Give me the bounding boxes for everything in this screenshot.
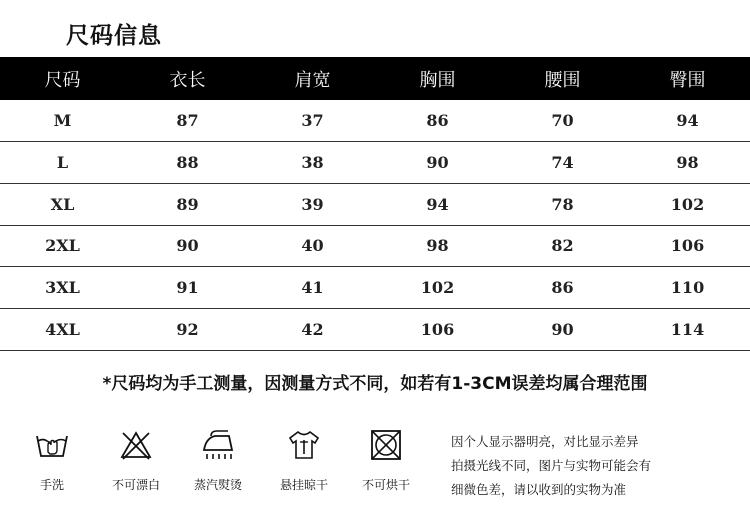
no-tumble-dry-icon — [368, 428, 404, 462]
care-label: 不可烘干 — [361, 478, 410, 492]
care-label: 蒸汽熨烫 — [193, 478, 242, 492]
table-cell: 98 — [676, 153, 699, 173]
table-row — [0, 183, 750, 225]
table-cell: 98 — [426, 236, 449, 256]
table-cell: 78 — [551, 194, 574, 214]
table-cell: 102 — [420, 278, 455, 298]
table-cell: 92 — [176, 319, 199, 339]
table-cell: L — [56, 153, 69, 173]
care-no-bleach — [96, 428, 176, 493]
table-row — [0, 308, 750, 350]
table-cell: 86 — [551, 278, 574, 298]
table-cell: 37 — [301, 111, 324, 131]
disclaimer-line: 细微色差，请以收到的实物为准 — [451, 482, 627, 497]
hand-wash-icon — [34, 428, 70, 462]
table-cell: 82 — [551, 236, 574, 256]
no-bleach-icon — [118, 428, 154, 462]
hang-dry-icon — [286, 428, 322, 462]
care-label: 悬挂晾干 — [279, 478, 328, 492]
table-row — [0, 267, 750, 309]
table-cell: 89 — [176, 194, 199, 214]
table-cell: 94 — [676, 111, 699, 131]
table-cell: 102 — [670, 194, 705, 214]
care-no-tumble-dry — [346, 428, 426, 493]
header-hip: 臀围 — [669, 69, 706, 91]
table-cell: 91 — [176, 278, 199, 298]
table-cell: 106 — [670, 236, 705, 256]
page-title: 尺码信息 — [66, 23, 162, 49]
header-shoulder: 肩宽 — [294, 69, 331, 91]
table-cell: 88 — [176, 153, 199, 173]
care-steam-iron — [178, 428, 258, 493]
color-disclaimer — [451, 430, 741, 502]
table-cell: 2XL — [45, 236, 80, 256]
disclaimer-line: 因个人显示器明亮，对比显示差异 — [451, 434, 639, 449]
size-chart-table — [0, 57, 750, 351]
table-cell: 94 — [426, 194, 449, 214]
table-header-row — [0, 57, 750, 100]
table-cell: 114 — [670, 319, 705, 339]
steam-iron-icon — [199, 428, 237, 462]
care-label: 手洗 — [39, 478, 64, 492]
table-row — [0, 142, 750, 184]
table-cell: 39 — [301, 194, 324, 214]
disclaimer-line: 拍摄光线不同，图片与实物可能会有 — [451, 458, 652, 473]
care-label: 不可漂白 — [111, 478, 160, 492]
table-row — [0, 100, 750, 142]
table-cell: 86 — [426, 111, 449, 131]
table-cell: 110 — [670, 278, 705, 298]
table-cell: 4XL — [45, 319, 80, 339]
header-chest: 胸围 — [419, 69, 456, 91]
table-cell: 90 — [426, 153, 449, 173]
table-cell: XL — [50, 194, 75, 214]
measurement-note: *尺码均为手工测量，因测量方式不同，如若有1-3CM误差均属合理范围 — [102, 374, 648, 394]
header-waist: 腰围 — [544, 69, 581, 91]
table-cell: 42 — [301, 319, 324, 339]
table-cell: 106 — [420, 319, 455, 339]
table-cell: M — [53, 111, 72, 131]
table-cell: 3XL — [45, 278, 80, 298]
header-length: 衣长 — [169, 69, 206, 91]
care-hang-dry — [264, 428, 344, 493]
care-hand-wash — [12, 428, 92, 493]
table-cell: 90 — [176, 236, 199, 256]
table-cell: 70 — [551, 111, 574, 131]
table-cell: 41 — [301, 278, 324, 298]
table-cell: 90 — [551, 319, 574, 339]
table-cell: 74 — [551, 153, 574, 173]
table-cell: 40 — [301, 236, 324, 256]
header-size: 尺码 — [44, 69, 81, 91]
table-row — [0, 225, 750, 267]
table-cell: 38 — [301, 153, 324, 173]
table-cell: 87 — [176, 111, 199, 131]
